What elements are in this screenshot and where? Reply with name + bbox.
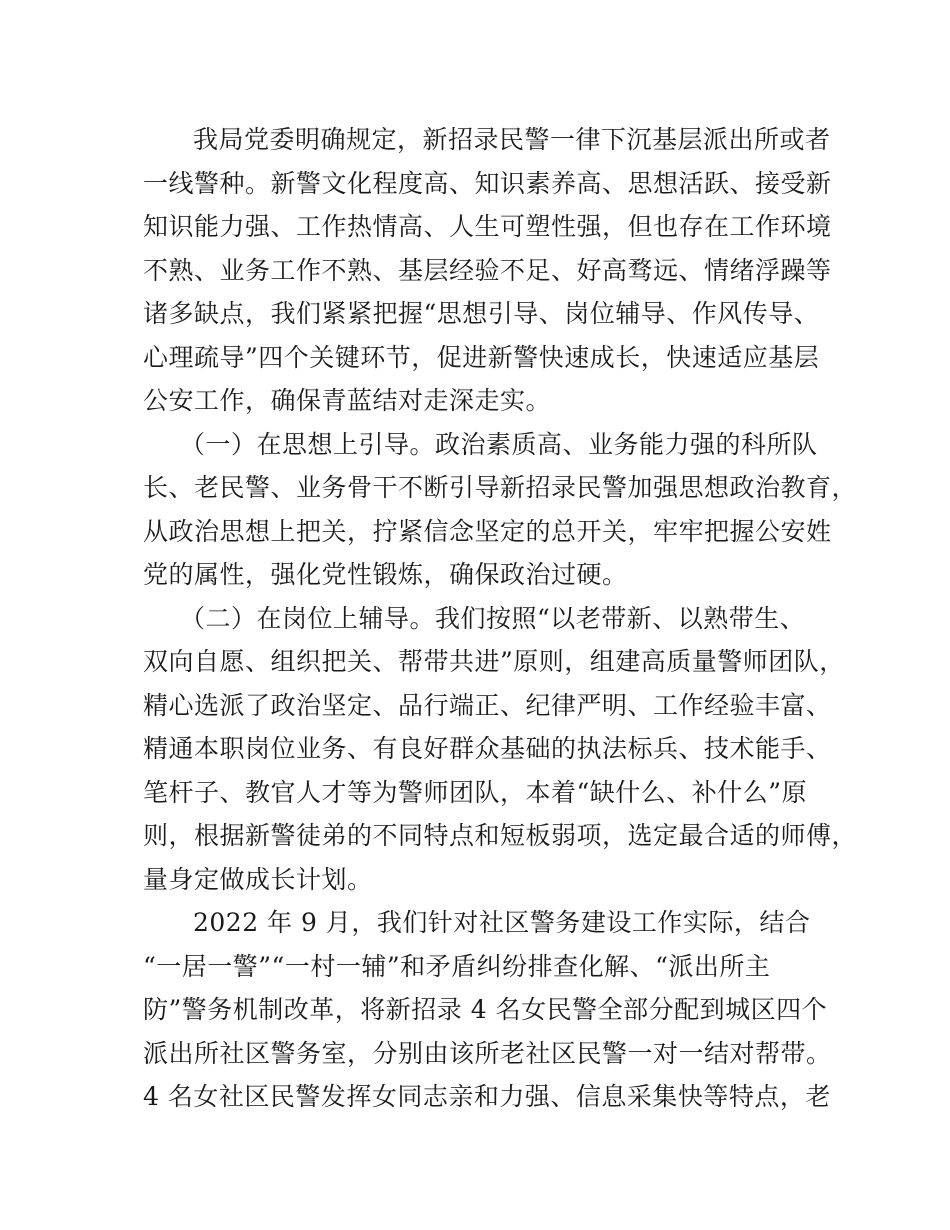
paragraph-4-line-4: 派出所社区警务室，分别由该所老社区民警一对一结对帮带。 bbox=[143, 1039, 832, 1068]
section-1-line-3: 从政治思想上把关，拧紧信念坚定的总开关，牢牢把握公安姓 bbox=[143, 517, 832, 546]
paragraph-1-line-5: 诸多缺点，我们紧紧把握“思想引导、岗位辅导、作风传导、 bbox=[143, 299, 820, 328]
section-2-line-6: 则，根据新警徒弟的不同特点和短板弱项，选定最合适的师傅， bbox=[143, 821, 858, 850]
paragraph-4-line-1: 2022 年 9 月，我们针对社区警务建设工作实际，结合 bbox=[193, 908, 811, 937]
paragraph-1-line-6: 心理疏导”四个关键环节，促进新警快速成长，快速适应基层 bbox=[143, 343, 820, 372]
paragraph-4-line-3: 防”警务机制改革，将新招录 4 名女民警全部分配到城区四个 bbox=[143, 995, 828, 1024]
section-2-line-2: 双向自愿、组织把关、帮带共进”原则，组建高质量警师团队， bbox=[143, 647, 845, 676]
section-2-line-3: 精心选派了政治坚定、品行端正、纪律严明、工作经验丰富、 bbox=[143, 691, 832, 720]
section-1-heading-line: （一）在思想上引导。政治素质高、业务能力强的科所队 bbox=[180, 430, 818, 459]
paragraph-4-line-2: “一居一警”“一村一辅”和矛盾纠纷排查化解、“派出所主 bbox=[143, 952, 771, 981]
paragraph-1-line-1: 我局党委明确规定，新招录民警一律下沉基层派出所或者 bbox=[193, 125, 831, 154]
section-1-line-2: 长、老民警、业务骨干不断引导新招录民警加强思想政治教育， bbox=[143, 473, 858, 502]
section-2-line-7: 量身定做成长计划。 bbox=[143, 865, 373, 894]
section-2-heading-line: （二）在岗位上辅导。我们按照“以老带新、以熟带生、 bbox=[180, 604, 806, 633]
paragraph-4-line-5: 4 名女社区民警发挥女同志亲和力强、信息采集快等特点，老 bbox=[143, 1082, 831, 1111]
paragraph-1-line-4: 不熟、业务工作不熟、基层经验不足、好高骛远、情绪浮躁等 bbox=[143, 256, 832, 285]
paragraph-1-line-3: 知识能力强、工作热情高、人生可塑性强，但也存在工作环境 bbox=[143, 212, 832, 241]
section-2-line-4: 精通本职岗位业务、有良好群众基础的执法标兵、技术能手、 bbox=[143, 734, 832, 763]
paragraph-1-line-2: 一线警种。新警文化程度高、知识素养高、思想活跃、接受新 bbox=[143, 169, 832, 198]
section-1-line-4: 党的属性，强化党性锻炼，确保政治过硬。 bbox=[143, 560, 628, 589]
paragraph-1-line-7: 公安工作，确保青蓝结对走深走实。 bbox=[143, 386, 552, 415]
section-2-line-5: 笔杆子、教官人才等为警师团队，本着“缺什么、补什么”原 bbox=[143, 778, 808, 807]
